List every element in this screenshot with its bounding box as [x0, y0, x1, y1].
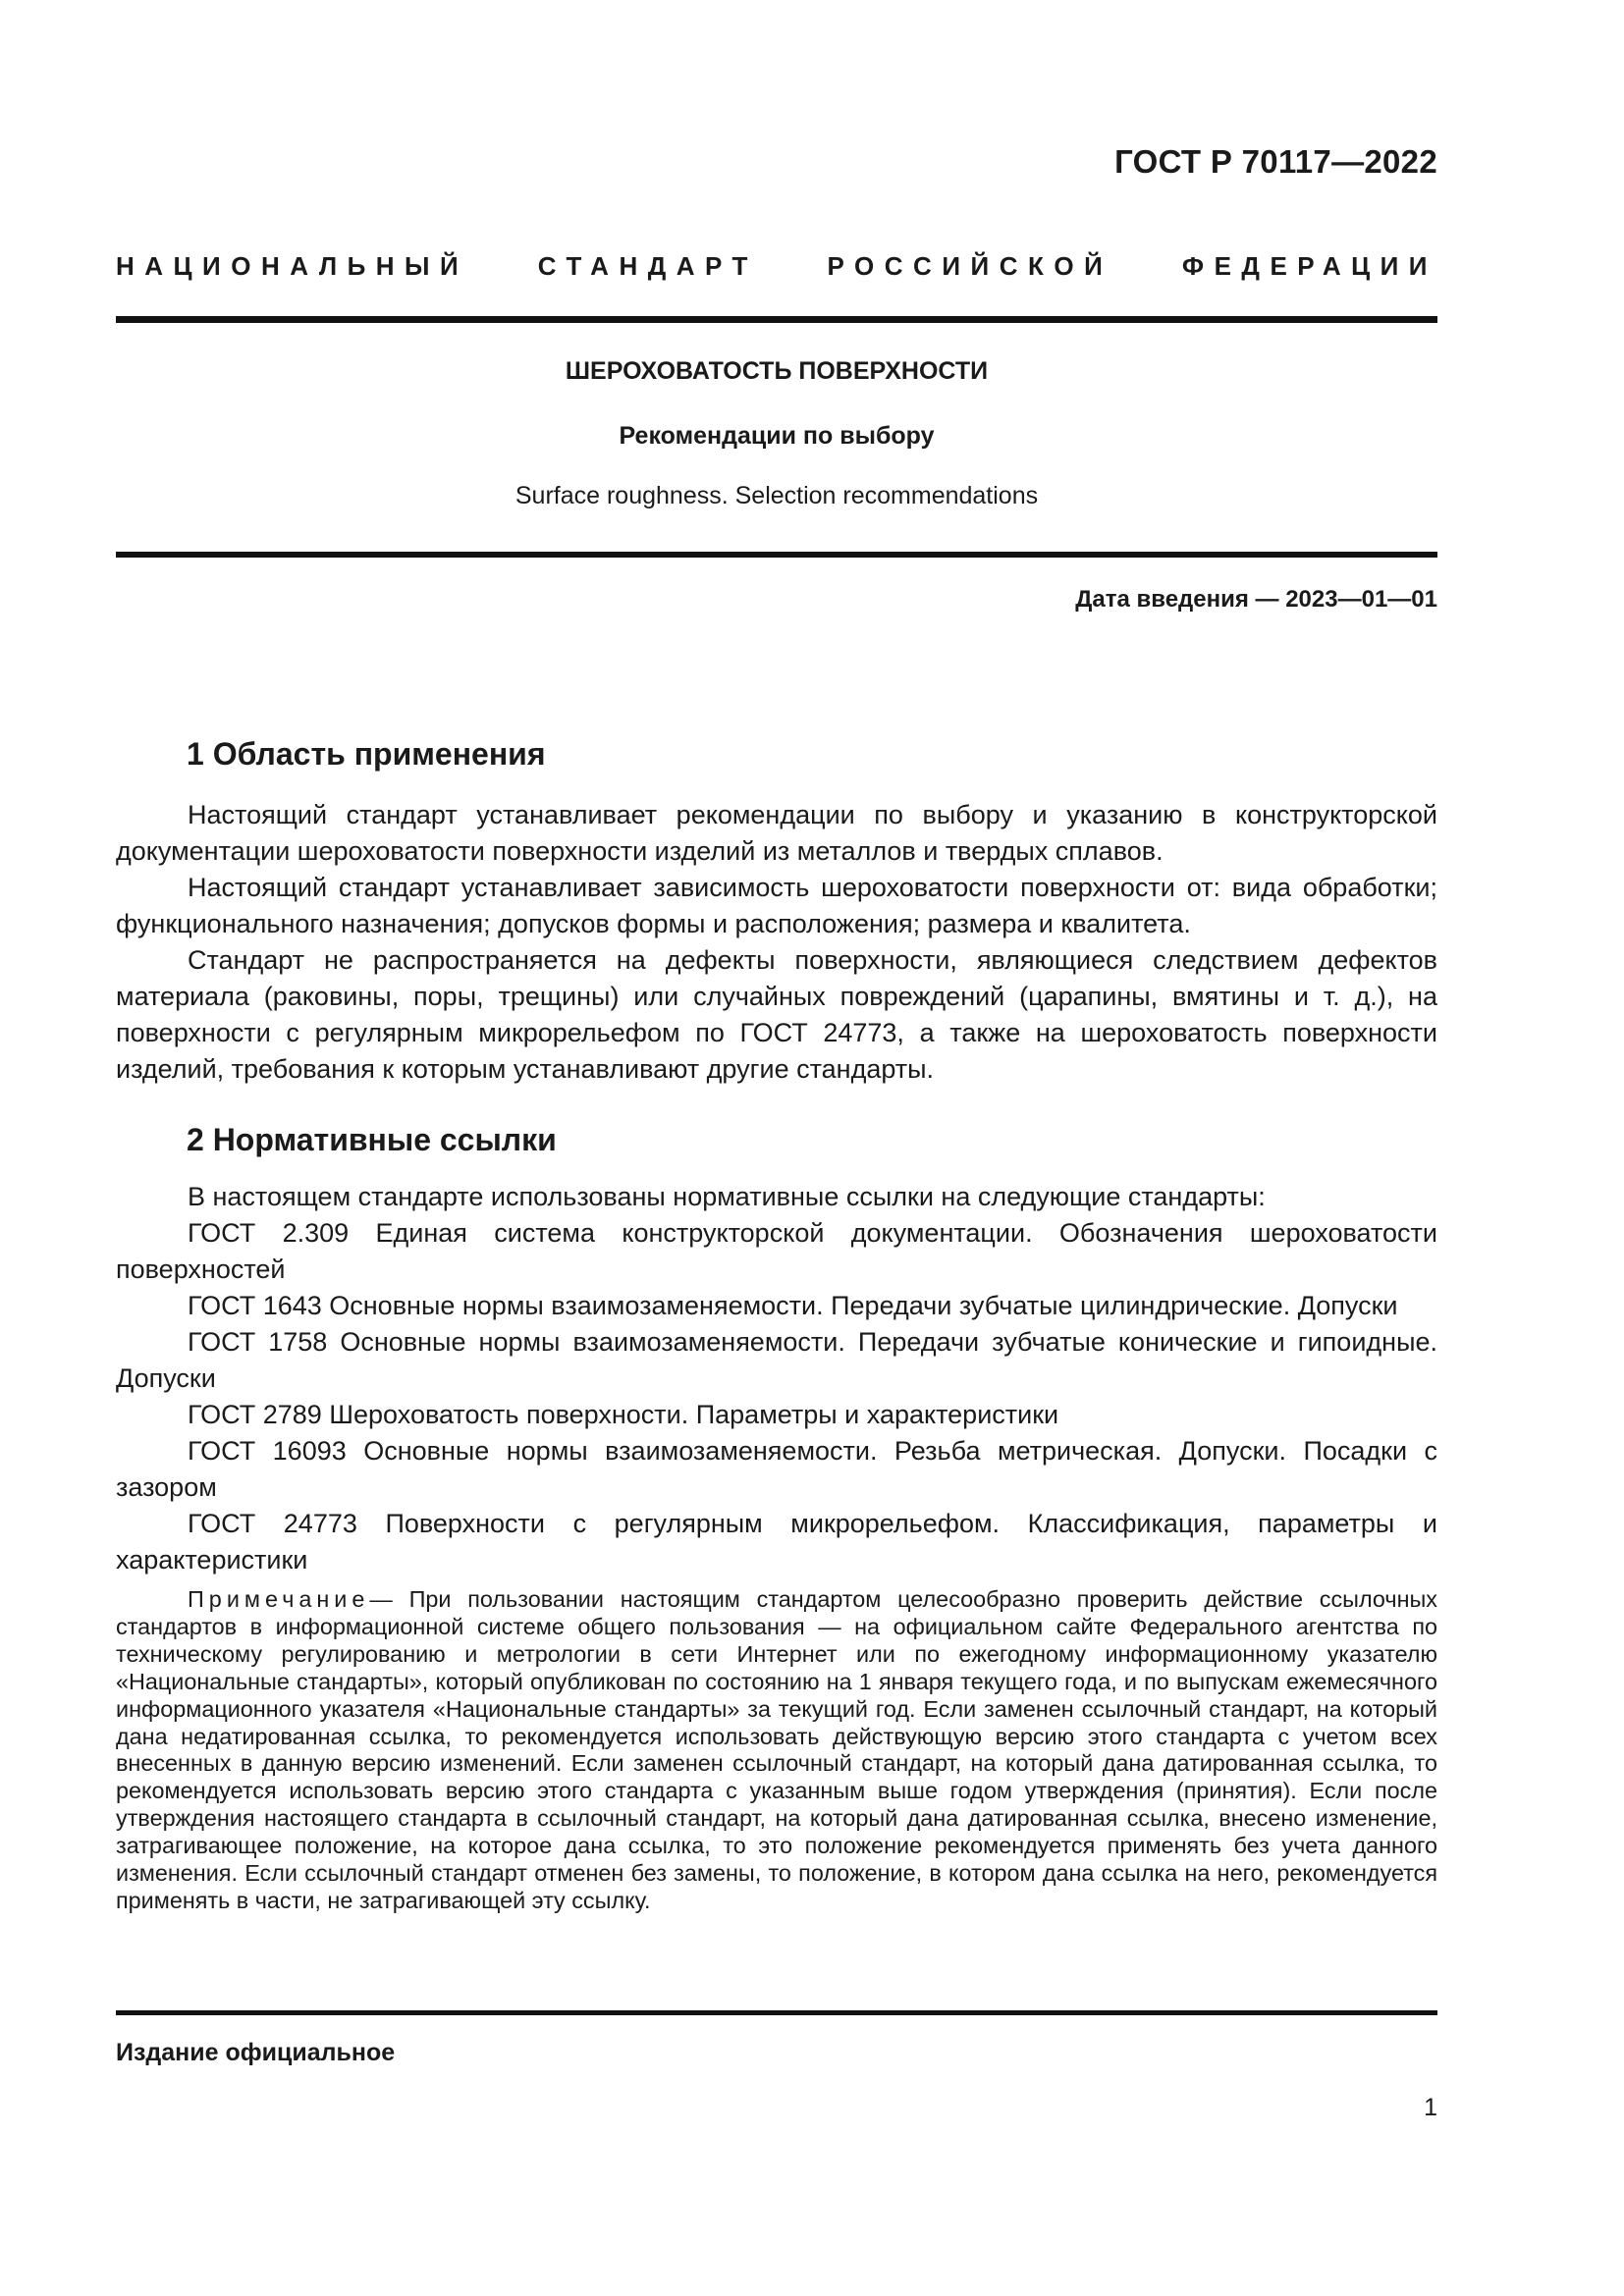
reference-item: ГОСТ 1758 Основные нормы взаимозаменяемости. Передачи зубчатые конические и гипоидные. Допуски — [116, 1327, 1437, 1393]
official-edition-label: Издание официальное — [116, 2039, 396, 2066]
note-label: Примечание — [188, 1586, 370, 1612]
references-intro: В настоящем стандарте использованы нормативные ссылки на следующие стандарты: — [188, 1182, 1266, 1211]
paragraph: Стандарт не распространяется на дефекты поверхности, являющиеся следствием дефектов материала (раковины, поры, трещины) или случайных повреждений (царапины, вмятины и т. д.), на поверхности с регулярным микрорельефом по ГОСТ 24773, а также на шероховатость поверхности изделий, требования к которым устанавливают другие стандарты. — [116, 945, 1437, 1084]
title-divider — [116, 552, 1437, 558]
section-1-heading: 1 Область применения — [187, 736, 546, 772]
national-standard-heading: НАЦИОНАЛЬНЫЙ СТАНДАРТ РОССИЙСКОЙ ФЕДЕРАЦИИ — [116, 251, 1437, 281]
bottom-divider — [116, 2010, 1437, 2015]
document-subtitle: Рекомендации по выбору — [619, 422, 935, 450]
page-number: 1 — [1424, 2094, 1437, 2121]
reference-item: ГОСТ 1643 Основные нормы взаимозаменяемости. Передачи зубчатые цилиндрические. Допуски — [188, 1291, 1398, 1320]
note — [116, 1586, 1437, 1915]
english-title: Surface roughness. Selection recommendations — [514, 482, 1039, 509]
section-1-body — [116, 797, 1437, 1088]
reference-item: ГОСТ 16093 Основные нормы взаимозаменяемости. Резьба метрическая. Допуски. Посадки с зазором — [116, 1436, 1437, 1502]
document-title: ШЕРОХОВАТОСТЬ ПОВЕРХНОСТИ — [565, 357, 989, 385]
note-text: — При пользовании настоящим стандартом целесообразно проверить действие ссылочных стандартов в информационной системе общего пользования — на официальном сайте Федерального агентства по техническому регулированию и метрологии в сети Интернет или по ежегодному информационному указателю «Национальные стандарты», который опубликован по состоянию на 1 января текущего года, и по выпускам ежемесячного информационного указателя «Национальные стандарты» за текущий год. Если заменен ссылочный стандарт, на который дана недатированная ссылка, то рекомендуется использовать действующую версию этого стандарта с учетом всех внесенных в данную версию изменений. Если заменен ссылочный стандарт, на который дана датированная ссылка, то рекомендуется использовать версию этого стандарта с указанным выше годом утверждения (принятия). Если после утверждения настоящего стандарта в ссылочный стандарт, на который дана датированная ссылка, внесено изменение, затрагивающее положение, на которое дана ссылка, то это положение рекомендуется применять без учета данного изменения. Если ссылочный стандарт отменен без замены, то положение, в котором дана ссылка на него, рекомендуется применять в части, не затрагивающей эту ссылку. — [116, 1586, 1437, 1913]
document-code: ГОСТ Р 70117—2022 — [1114, 143, 1437, 180]
paragraph: Настоящий стандарт устанавливает рекомендации по выбору и указанию в конструкторской документации шероховатости поверхности изделий из металлов и твердых сплавов. — [116, 800, 1437, 866]
references-list — [116, 1179, 1437, 1578]
section-2-heading: 2 Нормативные ссылки — [187, 1122, 557, 1157]
top-divider — [116, 316, 1437, 323]
reference-item: ГОСТ 24773 Поверхности с регулярным микрорельефом. Классификация, параметры и характеристики — [116, 1509, 1437, 1575]
paragraph: Настоящий стандарт устанавливает зависимость шероховатости поверхности от: вида обработки; функционального назначения; допусков формы и расположения; размера и квалитета. — [116, 873, 1437, 938]
introduction-date: Дата введения — 2023—01—01 — [1075, 586, 1437, 613]
reference-item: ГОСТ 2.309 Единая система конструкторской документации. Обозначения шероховатости поверхностей — [116, 1218, 1437, 1284]
reference-item: ГОСТ 2789 Шероховатость поверхности. Параметры и характеристики — [188, 1400, 1059, 1429]
